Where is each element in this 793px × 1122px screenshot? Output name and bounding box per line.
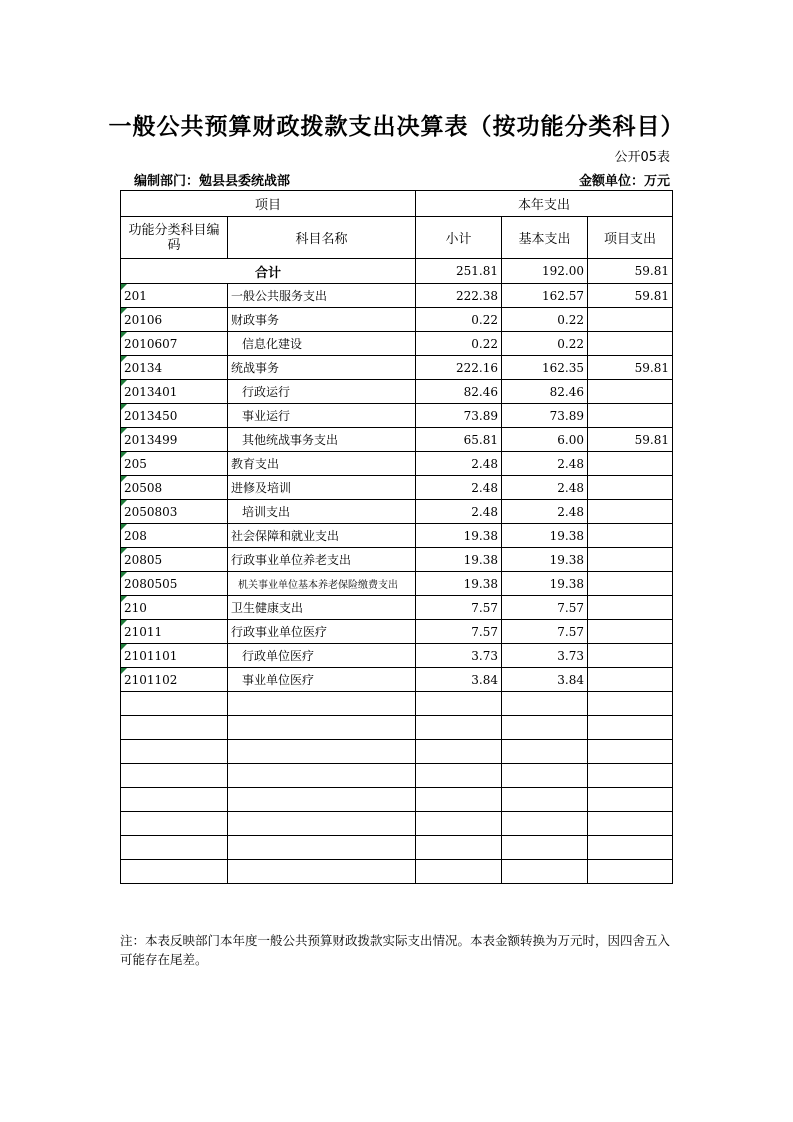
- row-name: [228, 860, 416, 884]
- row-basic: [502, 740, 588, 764]
- row-subtotal: 3.84: [416, 668, 502, 692]
- row-name: [228, 692, 416, 716]
- table-row: [121, 452, 673, 476]
- row-subtotal: [416, 764, 502, 788]
- row-name: 行政运行: [228, 380, 416, 404]
- table-row: [121, 788, 673, 812]
- row-name: [228, 764, 416, 788]
- row-code: [121, 452, 228, 476]
- row-code: [121, 284, 228, 308]
- row-name: 其他统战事务支出: [228, 428, 416, 452]
- table-row: [121, 380, 673, 404]
- row-code: [121, 668, 228, 692]
- row-project: [588, 404, 673, 428]
- cell-marker-icon: [121, 452, 127, 458]
- row-subtotal: [416, 740, 502, 764]
- table-row: [121, 836, 673, 860]
- row-code: [121, 860, 228, 884]
- row-subtotal: 19.38: [416, 548, 502, 572]
- cell-marker-icon: [121, 380, 127, 386]
- row-code-text: 20134: [124, 360, 163, 375]
- table-row: [121, 284, 673, 308]
- row-project: [588, 860, 673, 884]
- total-row: [121, 259, 673, 284]
- row-project: [588, 740, 673, 764]
- row-basic: 0.22: [502, 308, 588, 332]
- row-project: 59.81: [588, 428, 673, 452]
- row-name: [228, 740, 416, 764]
- cell-marker-icon: [121, 572, 127, 578]
- row-code: [121, 644, 228, 668]
- cell-marker-icon: [121, 548, 127, 554]
- table-row: [121, 308, 673, 332]
- row-code: [121, 500, 228, 524]
- row-name: 社会保障和就业支出: [228, 524, 416, 548]
- header-name: 科目名称: [228, 217, 416, 259]
- row-project: [588, 524, 673, 548]
- header-row-1: [121, 191, 673, 217]
- row-basic: [502, 764, 588, 788]
- row-subtotal: 19.38: [416, 524, 502, 548]
- page-title: 一般公共预算财政拨款支出决算表（按功能分类科目）: [108, 114, 685, 140]
- cell-marker-icon: [121, 308, 127, 314]
- row-code: [121, 596, 228, 620]
- row-subtotal: 2.48: [416, 476, 502, 500]
- cell-marker-icon: [121, 332, 127, 338]
- row-name: 卫生健康支出: [228, 596, 416, 620]
- cell-marker-icon: [121, 668, 127, 674]
- table-row: [121, 596, 673, 620]
- table-row: [121, 764, 673, 788]
- cell-marker-icon: [121, 476, 127, 482]
- row-code: [121, 356, 228, 380]
- row-code-text: 21011: [124, 624, 163, 639]
- row-project: [588, 572, 673, 596]
- row-basic: 2.48: [502, 476, 588, 500]
- row-code: [121, 380, 228, 404]
- row-code-text: 2101102: [124, 672, 178, 687]
- row-project: [588, 548, 673, 572]
- department-label: 编制部门：勉县县委统战部: [134, 174, 291, 189]
- table-row: [121, 500, 673, 524]
- table-row: [121, 428, 673, 452]
- row-code-text: 2013499: [124, 432, 178, 447]
- row-basic: 3.84: [502, 668, 588, 692]
- row-project: [588, 716, 673, 740]
- row-basic: [502, 836, 588, 860]
- cell-marker-icon: [121, 404, 127, 410]
- row-subtotal: [416, 692, 502, 716]
- row-code: [121, 524, 228, 548]
- row-subtotal: [416, 812, 502, 836]
- row-basic: [502, 788, 588, 812]
- row-name: [228, 836, 416, 860]
- row-code: [121, 740, 228, 764]
- table-row: [121, 332, 673, 356]
- row-basic: 3.73: [502, 644, 588, 668]
- row-subtotal: 65.81: [416, 428, 502, 452]
- row-code-text: 2010607: [124, 336, 178, 351]
- table-row: [121, 404, 673, 428]
- row-code: [121, 836, 228, 860]
- row-basic: 19.38: [502, 548, 588, 572]
- row-name: 行政单位医疗: [228, 644, 416, 668]
- row-subtotal: 73.89: [416, 404, 502, 428]
- row-code: [121, 548, 228, 572]
- row-code-text: 205: [124, 456, 147, 471]
- cell-marker-icon: [121, 284, 127, 290]
- row-code-text: 2013450: [124, 408, 178, 423]
- row-code-text: 201: [124, 288, 147, 303]
- row-subtotal: 7.57: [416, 596, 502, 620]
- row-basic: 7.57: [502, 620, 588, 644]
- row-code-text: 20508: [124, 480, 163, 495]
- row-project: [588, 764, 673, 788]
- row-code-text: 208: [124, 528, 147, 543]
- row-code: [121, 788, 228, 812]
- row-code: [121, 764, 228, 788]
- row-basic: 162.35: [502, 356, 588, 380]
- table-row: [121, 740, 673, 764]
- row-basic: 6.00: [502, 428, 588, 452]
- row-name: [228, 716, 416, 740]
- row-name: 培训支出: [228, 500, 416, 524]
- row-code: [121, 716, 228, 740]
- row-subtotal: 0.22: [416, 308, 502, 332]
- row-subtotal: [416, 836, 502, 860]
- row-basic: 82.46: [502, 380, 588, 404]
- row-subtotal: 7.57: [416, 620, 502, 644]
- row-project: [588, 812, 673, 836]
- row-basic: 162.57: [502, 284, 588, 308]
- cell-marker-icon: [121, 356, 127, 362]
- row-subtotal: 222.16: [416, 356, 502, 380]
- row-code: [121, 332, 228, 356]
- row-project: 59.81: [588, 284, 673, 308]
- row-project: 59.81: [588, 356, 673, 380]
- row-code: [121, 572, 228, 596]
- row-subtotal: 222.38: [416, 284, 502, 308]
- table-row: [121, 644, 673, 668]
- table-row: [121, 548, 673, 572]
- row-project: [588, 644, 673, 668]
- row-basic: 2.48: [502, 452, 588, 476]
- table-row: [121, 476, 673, 500]
- table-row: [121, 716, 673, 740]
- table-row: [121, 668, 673, 692]
- table-row: [121, 812, 673, 836]
- row-name: 机关事业单位基本养老保险缴费支出: [228, 572, 416, 596]
- row-project: [588, 308, 673, 332]
- row-subtotal: 19.38: [416, 572, 502, 596]
- row-name: 财政事务: [228, 308, 416, 332]
- row-name: 统战事务: [228, 356, 416, 380]
- row-name: 事业运行: [228, 404, 416, 428]
- row-code: [121, 812, 228, 836]
- row-subtotal: [416, 860, 502, 884]
- row-code-text: 210: [124, 600, 147, 615]
- row-name: 行政事业单位养老支出: [228, 548, 416, 572]
- cell-marker-icon: [121, 500, 127, 506]
- total-subtotal: 251.81: [416, 259, 502, 284]
- row-project: [588, 476, 673, 500]
- row-name: 一般公共服务支出: [228, 284, 416, 308]
- row-basic: 73.89: [502, 404, 588, 428]
- header-row-2: [121, 217, 673, 259]
- row-name: [228, 788, 416, 812]
- footnote: 注：本表反映部门本年度一般公共预算财政拨款实际支出情况。本表金额转换为万元时，因四舍五入可能存在尾差。: [120, 933, 671, 967]
- total-project: 59.81: [588, 259, 673, 284]
- header-subtotal: 小计: [416, 217, 502, 259]
- row-project: [588, 500, 673, 524]
- header-project: 项目支出: [588, 217, 673, 259]
- row-subtotal: 2.48: [416, 500, 502, 524]
- header-code: 功能分类科目编码: [121, 217, 228, 259]
- row-code: [121, 476, 228, 500]
- cell-marker-icon: [121, 620, 127, 626]
- row-basic: [502, 716, 588, 740]
- table-row: [121, 860, 673, 884]
- row-subtotal: [416, 788, 502, 812]
- row-name: 进修及培训: [228, 476, 416, 500]
- cell-marker-icon: [121, 596, 127, 602]
- row-project: [588, 668, 673, 692]
- table-row: [121, 620, 673, 644]
- row-subtotal: 82.46: [416, 380, 502, 404]
- row-project: [588, 836, 673, 860]
- row-code: [121, 692, 228, 716]
- table-row: [121, 572, 673, 596]
- row-project: [588, 788, 673, 812]
- row-basic: 7.57: [502, 596, 588, 620]
- row-subtotal: 2.48: [416, 452, 502, 476]
- row-project: [588, 596, 673, 620]
- header-basic: 基本支出: [502, 217, 588, 259]
- row-code-text: 2050803: [124, 504, 178, 519]
- row-name: 行政事业单位医疗: [228, 620, 416, 644]
- row-name: 教育支出: [228, 452, 416, 476]
- form-code: 公开05表: [614, 150, 670, 165]
- cell-marker-icon: [121, 524, 127, 530]
- table-row: [121, 524, 673, 548]
- row-code: [121, 404, 228, 428]
- unit-label: 金额单位：万元: [578, 174, 670, 189]
- expenditure-table: [120, 190, 673, 884]
- row-code: [121, 620, 228, 644]
- header-item: 项目: [121, 191, 416, 217]
- cell-marker-icon: [121, 644, 127, 650]
- row-code-text: 20106: [124, 312, 163, 327]
- row-basic: 19.38: [502, 572, 588, 596]
- header-year-expense: 本年支出: [416, 191, 673, 217]
- row-basic: [502, 812, 588, 836]
- row-code-text: 2101101: [124, 648, 178, 663]
- row-subtotal: 0.22: [416, 332, 502, 356]
- total-basic: 192.00: [502, 259, 588, 284]
- cell-marker-icon: [121, 428, 127, 434]
- row-basic: 2.48: [502, 500, 588, 524]
- row-project: [588, 452, 673, 476]
- row-name: 事业单位医疗: [228, 668, 416, 692]
- row-project: [588, 380, 673, 404]
- row-subtotal: [416, 716, 502, 740]
- row-project: [588, 692, 673, 716]
- row-code: [121, 428, 228, 452]
- row-project: [588, 620, 673, 644]
- row-basic: [502, 860, 588, 884]
- row-basic: 0.22: [502, 332, 588, 356]
- row-name: 信息化建设: [228, 332, 416, 356]
- row-project: [588, 332, 673, 356]
- row-name: [228, 812, 416, 836]
- row-basic: [502, 692, 588, 716]
- total-label: 合计: [121, 259, 416, 284]
- row-code: [121, 308, 228, 332]
- row-code-text: 2080505: [124, 576, 178, 591]
- table-row: [121, 692, 673, 716]
- table-row: [121, 356, 673, 380]
- row-subtotal: 3.73: [416, 644, 502, 668]
- row-code-text: 2013401: [124, 384, 178, 399]
- row-basic: 19.38: [502, 524, 588, 548]
- row-code-text: 20805: [124, 552, 163, 567]
